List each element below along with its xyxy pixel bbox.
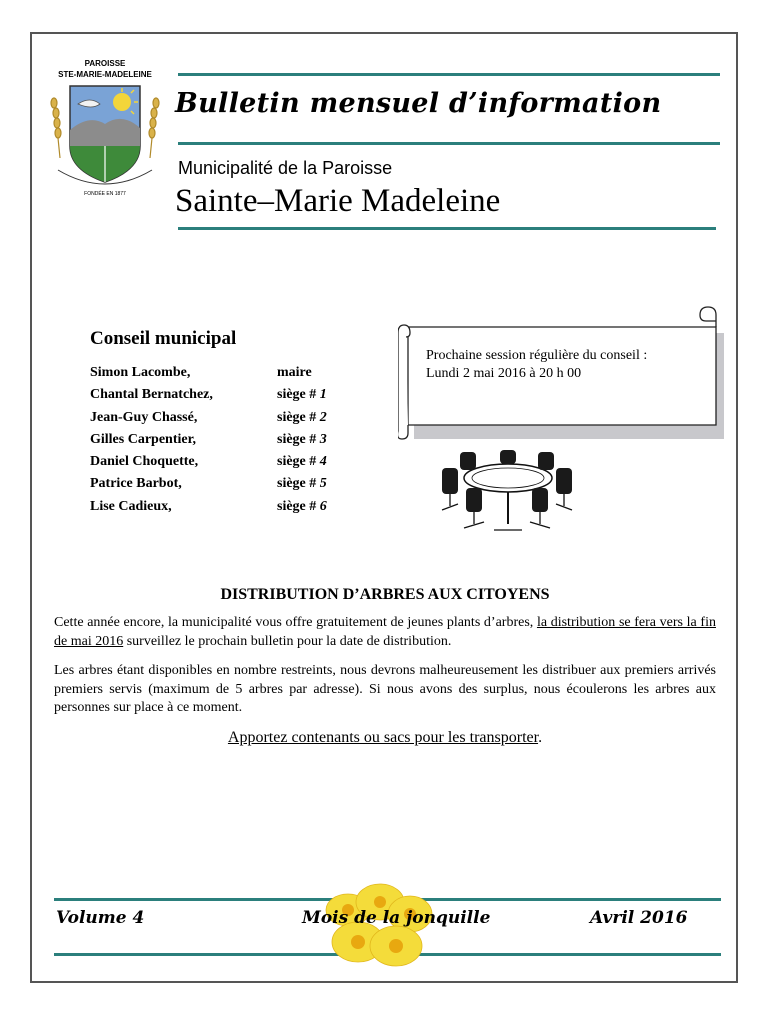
municipality-label: Municipalité de la Paroisse — [178, 158, 393, 178]
logo-name-text: STE-MARIE-MADELEINE — [58, 70, 152, 79]
member-role: siège # 5 — [277, 476, 327, 492]
council-member — [90, 476, 327, 498]
session-line-1: Prochaine session régulière du conseil : — [426, 348, 648, 363]
logo-bottom-text: FONDÉE EN 1877 — [84, 191, 126, 197]
footer-month-theme: Mois de la jonquille — [302, 908, 491, 928]
footer-volume: Volume 4 — [56, 908, 145, 928]
member-name: Lise Cadieux, — [90, 498, 172, 514]
header-rule-bottom — [178, 227, 716, 230]
distribution-paragraph-1: Cette année encore, la municipalité vous offre gratuitement de jeunes plants d’arbres, la distribution se fera vers la fin de mai 2016 surveillez le prochain bulletin pour la date de distribution. — [54, 615, 716, 649]
member-role: siège # 2 — [277, 409, 327, 425]
council-member — [90, 387, 327, 409]
logo-top-text: PAROISSE — [84, 59, 126, 68]
member-name: Daniel Choquette, — [90, 454, 199, 470]
distribution-paragraph-2: Les arbres étant disponibles en nombre restreints, nous devrons malheureusement les distribuer aux premiers arrivés premiers servis (maximum de 5 arbres par adresse). Si nous avons des surplus, nous écoulerons les arbres aux personnes sur place à ce moment. — [54, 663, 716, 715]
council-member — [90, 365, 327, 387]
council-title: Conseil municipal — [90, 328, 237, 349]
member-name: Chantal Bernatchez, — [90, 387, 213, 403]
council-member — [90, 499, 327, 521]
member-name: Gilles Carpentier, — [90, 431, 197, 447]
distribution-title: DISTRIBUTION D’ARBRES AUX CITOYENS — [220, 586, 550, 603]
member-role: siège # 4 — [277, 454, 327, 470]
session-notice — [426, 347, 647, 383]
meeting-table-icon — [438, 448, 574, 532]
member-role: siège # 6 — [277, 498, 327, 514]
coat-of-arms-icon — [44, 58, 166, 198]
council-member — [90, 454, 327, 476]
member-role: siège # 3 — [277, 431, 327, 447]
bring-containers-note: Apportez contenants ou sacs pour les transporter. — [227, 729, 543, 746]
place-name: Sainte–Marie Madeleine — [175, 183, 501, 219]
council-member — [90, 410, 327, 432]
header-rule-top — [178, 73, 720, 76]
member-name: Patrice Barbot, — [90, 476, 182, 492]
footer-date: Avril 2016 — [590, 908, 688, 928]
member-role: maire — [277, 365, 312, 380]
member-role: siège # 1 — [277, 387, 327, 403]
member-name: Simon Lacombe, — [90, 365, 191, 380]
council-list — [90, 365, 327, 521]
header-rule-middle — [178, 142, 720, 145]
member-name: Jean-Guy Chassé, — [90, 409, 198, 425]
session-line-2: Lundi 2 mai 2016 à 20 h 00 — [426, 366, 582, 381]
bulletin-title: Bulletin mensuel d’information — [175, 88, 662, 119]
council-member — [90, 432, 327, 454]
